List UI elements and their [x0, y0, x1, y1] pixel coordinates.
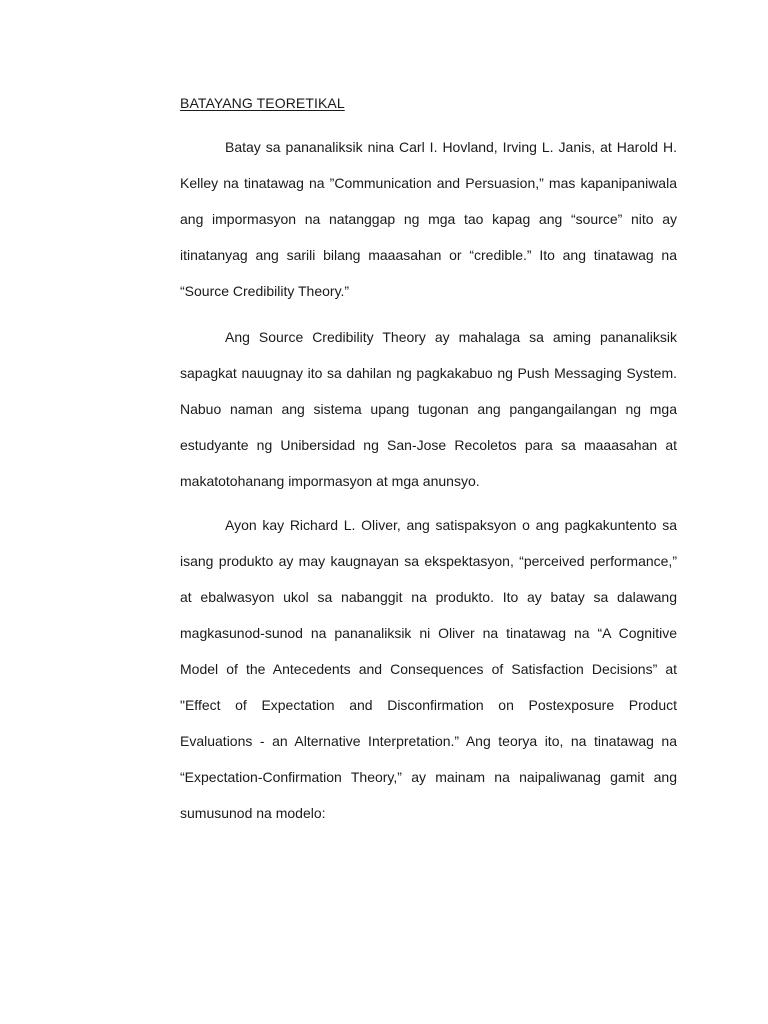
paragraph-push-messaging: Ang Source Credibility Theory ay mahalaga sa aming pananaliksik sapagkat nauugnay ito sa dahilan ng pagkakabuo ng Push Messaging System. Nabuo naman ang sistema upang tugonan ang pangangailangan ng mga estudyante ng Unibersidad ng San-Jose Recoletos para sa maaasahan at makatotohanang impormasyon at mga anunsyo. [180, 329, 677, 489]
section-heading: BATAYANG TEORETIKAL [180, 95, 345, 111]
paragraph-source-credibility: Batay sa pananaliksik nina Carl I. Hovland, Irving L. Janis, at Harold H. Kelley na tinatawag na ”Communication and Persuasion,” mas kapanipaniwala ang impormasyon na natanggap ng mga tao kapag ang “source” nito ay itinatanyag ang sarili bilang maaasahan or “credible.” Ito ang tinatawag na “Source Credibility Theory.” [180, 139, 677, 299]
paragraph-expectation-confirmation: Ayon kay Richard L. Oliver, ang satispaksyon o ang pagkakuntento sa isang produkto ay may kaugnayan sa ekspektasyon, “perceived performance,” at ebalwasyon ukol sa nabanggit na produkto. Ito ay batay sa dalawang magkasunod-sunod na pananaliksik ni Oliver na tinatawag na “A Cognitive Model of the Antecedents and Consequences of Satisfaction Decisions” at "Effect of Expectation and Disconfirmation on Postexposure Product Evaluations - an Alternative Interpretation.” Ang teorya ito, na tinatawag na “Expectation-Confirmation Theory,” ay mainam na naipaliwanag gamit ang sumusunod na modelo: [180, 517, 677, 821]
